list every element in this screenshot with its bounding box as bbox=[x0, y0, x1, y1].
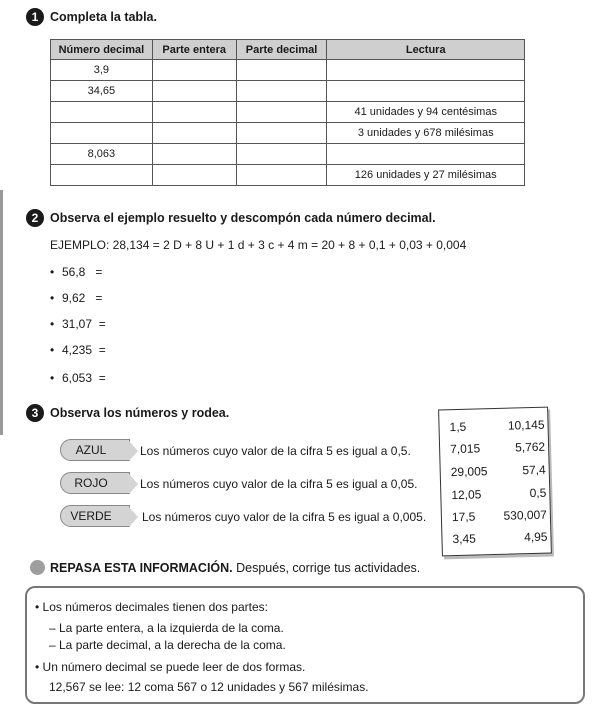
number-to-circle[interactable]: 530,007 bbox=[503, 507, 548, 523]
instruction-azul: Los números cuyo valor de la cifra 5 es igual a 0,5. bbox=[140, 444, 411, 458]
exercise-2-number-badge: 2 bbox=[26, 209, 44, 227]
info-line: 12,567 se lee: 12 coma 567 o 12 unidades y 567 milésimas. bbox=[49, 680, 369, 694]
decompose-number: 31,07 bbox=[62, 317, 93, 331]
number-to-circle[interactable]: 1,5 bbox=[449, 419, 467, 435]
decompose-item[interactable] bbox=[50, 371, 106, 385]
review-circle-icon bbox=[30, 560, 45, 575]
table-row bbox=[51, 81, 525, 102]
cell-decimal[interactable] bbox=[236, 60, 327, 81]
number-to-circle[interactable]: 57,4 bbox=[522, 462, 546, 478]
decompose-number: 6,053 bbox=[62, 371, 93, 385]
instruction-rojo: Los números cuyo valor de la cifra 5 es igual a 0,05. bbox=[140, 477, 418, 491]
cell-entera[interactable] bbox=[152, 123, 236, 144]
number-to-circle[interactable]: 12,05 bbox=[451, 487, 482, 503]
cell-entera[interactable] bbox=[152, 81, 236, 102]
worked-example: EJEMPLO: 28,134 = 2 D + 8 U + 1 d + 3 c + 4 m = 20 + 8 + 0,1 + 0,03 + 0,004 bbox=[50, 238, 467, 252]
cell-decimal[interactable] bbox=[236, 102, 327, 123]
cell-entera[interactable] bbox=[152, 60, 236, 81]
number-to-circle[interactable]: 4,95 bbox=[523, 529, 548, 545]
exercise-1-number-badge: 1 bbox=[26, 8, 44, 26]
info-line: • Un número decimal se puede leer de dos formas. bbox=[35, 660, 306, 674]
review-info-box bbox=[25, 586, 585, 704]
cell-numero[interactable]: 3,9 bbox=[51, 60, 153, 81]
decompose-item[interactable] bbox=[50, 343, 106, 357]
equals-sign: = bbox=[95, 291, 103, 305]
number-to-circle[interactable]: 29,005 bbox=[450, 464, 488, 480]
number-to-circle[interactable]: 3,45 bbox=[452, 531, 477, 547]
header-lectura: Lectura bbox=[327, 40, 525, 60]
cell-numero[interactable] bbox=[51, 123, 153, 144]
equals-sign: = bbox=[98, 317, 106, 331]
table-row bbox=[51, 102, 525, 123]
decompose-number: 56,8 bbox=[62, 265, 86, 279]
review-heading bbox=[50, 561, 420, 575]
page-margin-rule bbox=[0, 190, 3, 435]
decompose-item[interactable] bbox=[50, 317, 106, 331]
decompose-item[interactable] bbox=[50, 265, 102, 279]
decompose-number: 4,235 bbox=[62, 343, 93, 357]
cell-lectura[interactable]: 3 unidades y 678 milésimas bbox=[327, 123, 525, 144]
exercise-3-title: Observa los números y rodea. bbox=[50, 406, 230, 420]
instruction-verde: Los números cuyo valor de la cifra 5 es igual a 0,005. bbox=[142, 510, 427, 524]
header-numero-decimal: Número decimal bbox=[51, 40, 153, 60]
cell-entera[interactable] bbox=[152, 165, 236, 186]
cell-decimal[interactable] bbox=[236, 144, 327, 165]
cell-decimal[interactable] bbox=[236, 123, 327, 144]
equals-sign: = bbox=[98, 343, 106, 357]
table-row bbox=[51, 123, 525, 144]
decompose-item[interactable] bbox=[50, 291, 102, 305]
cell-numero[interactable] bbox=[51, 102, 153, 123]
cell-numero[interactable] bbox=[51, 165, 153, 186]
cell-entera[interactable] bbox=[152, 102, 236, 123]
cell-lectura[interactable]: 41 unidades y 94 centésimas bbox=[327, 102, 525, 123]
number-to-circle[interactable]: 17,5 bbox=[451, 509, 476, 525]
bullet: • bbox=[50, 343, 55, 357]
number-to-circle[interactable]: 10,145 bbox=[507, 417, 545, 433]
table-header-row bbox=[51, 40, 525, 60]
number-to-circle[interactable]: 5,762 bbox=[514, 439, 546, 455]
number-to-circle[interactable]: 0,5 bbox=[529, 485, 547, 501]
table-row bbox=[51, 165, 525, 186]
cell-numero[interactable]: 8,063 bbox=[51, 144, 153, 165]
review-title-bold: REPASA ESTA INFORMACIÓN. bbox=[50, 561, 233, 575]
table-row bbox=[51, 144, 525, 165]
cell-lectura[interactable] bbox=[327, 144, 525, 165]
exercise-3-number-badge: 3 bbox=[26, 404, 44, 422]
equals-sign: = bbox=[98, 371, 106, 385]
bullet: • bbox=[50, 371, 55, 385]
tag-verde: VERDE bbox=[60, 505, 130, 527]
tag-rojo: ROJO bbox=[60, 472, 130, 494]
cell-lectura[interactable]: 126 unidades y 27 milésimas bbox=[327, 165, 525, 186]
exercise-2-title: Observa el ejemplo resuelto y descompón cada número decimal. bbox=[50, 211, 436, 225]
cell-entera[interactable] bbox=[152, 144, 236, 165]
cell-lectura[interactable] bbox=[327, 81, 525, 102]
header-parte-decimal: Parte decimal bbox=[236, 40, 327, 60]
cell-decimal[interactable] bbox=[236, 81, 327, 102]
table-row bbox=[51, 60, 525, 81]
cell-lectura[interactable] bbox=[327, 60, 525, 81]
exercise-1-title: Completa la tabla. bbox=[50, 10, 157, 24]
cell-decimal[interactable] bbox=[236, 165, 327, 186]
numbers-card bbox=[438, 407, 552, 557]
info-line: • Los números decimales tienen dos partes: bbox=[35, 600, 268, 614]
review-title-rest: Después, corrige tus actividades. bbox=[232, 561, 421, 575]
bullet: • bbox=[50, 317, 55, 331]
bullet: • bbox=[50, 265, 55, 279]
cell-numero[interactable]: 34,65 bbox=[51, 81, 153, 102]
bullet: • bbox=[50, 291, 55, 305]
tag-azul: AZUL bbox=[60, 439, 130, 461]
info-line: – La parte decimal, a la derecha de la coma. bbox=[49, 638, 286, 652]
decimal-table bbox=[50, 39, 525, 186]
number-to-circle[interactable]: 7,015 bbox=[449, 441, 481, 457]
info-line: – La parte entera, a la izquierda de la coma. bbox=[49, 621, 284, 635]
equals-sign: = bbox=[95, 265, 103, 279]
decompose-number: 9,62 bbox=[62, 291, 86, 305]
header-parte-entera: Parte entera bbox=[152, 40, 236, 60]
